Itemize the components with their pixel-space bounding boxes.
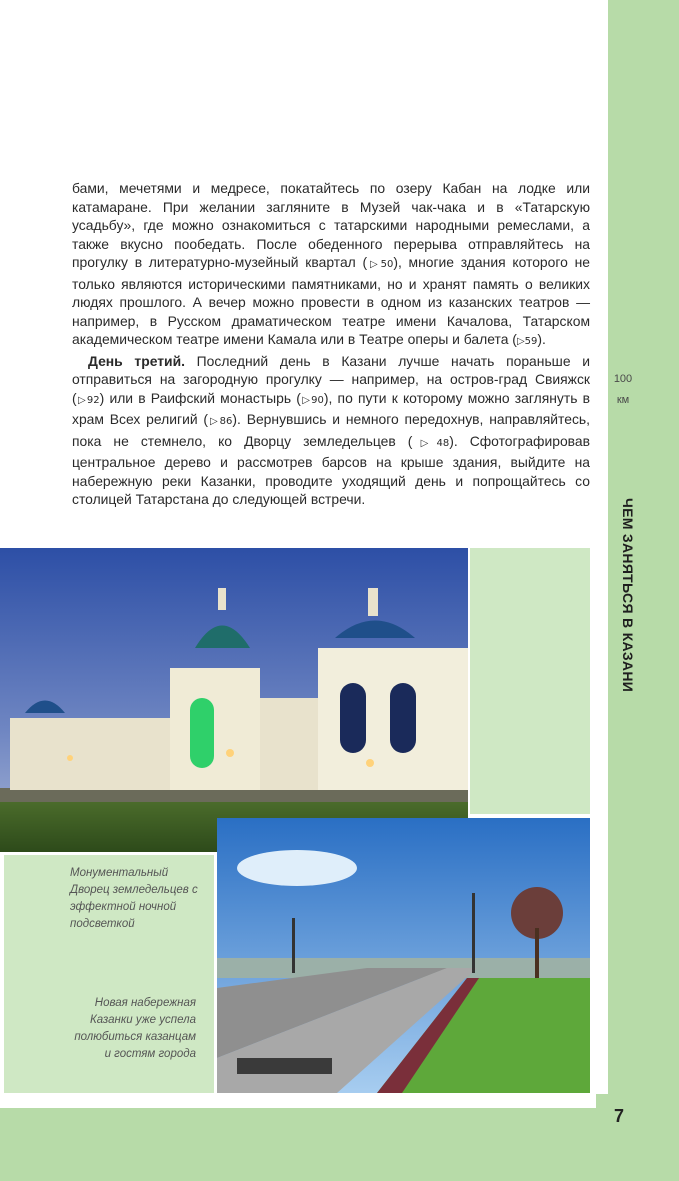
page-ref-59: ▷59 — [516, 336, 538, 347]
page-ref-90: ▷90 — [300, 394, 324, 406]
bottom-band — [0, 1108, 596, 1181]
paragraph-2: День третий. Последний день в Казани лучше начать пораньше и отправиться на загородную прогулку — например, на остров-град Свияжск (▷92) или в Раифский монастырь (▷90), по пути к которому можно заглянуть в храм Всех религий (▷86). Вернувшись и немного передохнув, направляйтесь, пока не стемнело, ко Дворцу земледельцев (▷48). Сфотографировав центральное дерево и рассмотрев барсов на крыше здания, выйдите на набережную реки Казанки, проводите уходящий день и попрощайтесь со столицей Татарстана до следующей встречи. — [72, 352, 591, 507]
green-panel-right — [470, 548, 590, 814]
embankment-photo — [217, 818, 590, 1093]
page-ref-86: ▷86 — [208, 416, 233, 427]
palace-photo — [0, 548, 468, 852]
page-ref-50: ▷50 — [367, 259, 394, 270]
section-title: ЧЕМ ЗАНЯТЬСЯ В КАЗАНИ — [620, 498, 636, 693]
palace-caption: Монументальный Дворец земледельцев с эффектной ночной подсветкой — [70, 867, 198, 930]
page-number: 7 — [614, 1106, 625, 1126]
page-number-box — [596, 1094, 679, 1181]
embankment-caption: Новая набережная Казанки уже успела полюбиться казанцам и гостям города — [74, 997, 196, 1060]
distance-value: 100 — [613, 373, 633, 385]
paragraph-1: бами, мечетями и медресе, покатайтесь по озеру Кабан на лодке или катамаране. При желании загляните в Музей чак-чака и в «Татарскую усадьбу», где можно ознакомиться с татарскими народными ремеслами, а также вкусно пообедать. После обеденного перерыва отправляйтесь на прогулку в литературно-музейный квартал (▷50), многие здания которого не только являются историческими памятниками, но и хранят память о великих людях прошлого. А вечер можно провести в одном из казанских театров — например, в Русском драматическом театре имени Качалова, Татарском академическом театре имени Камала или в Театре оперы и балета (▷59). — [72, 180, 590, 347]
page-ref-48: ▷48 — [412, 437, 450, 449]
page-ref-92: ▷92 — [76, 394, 100, 406]
distance-unit: км — [616, 394, 630, 406]
day-three-label: День третий. — [88, 352, 185, 369]
body-text — [72, 179, 590, 509]
